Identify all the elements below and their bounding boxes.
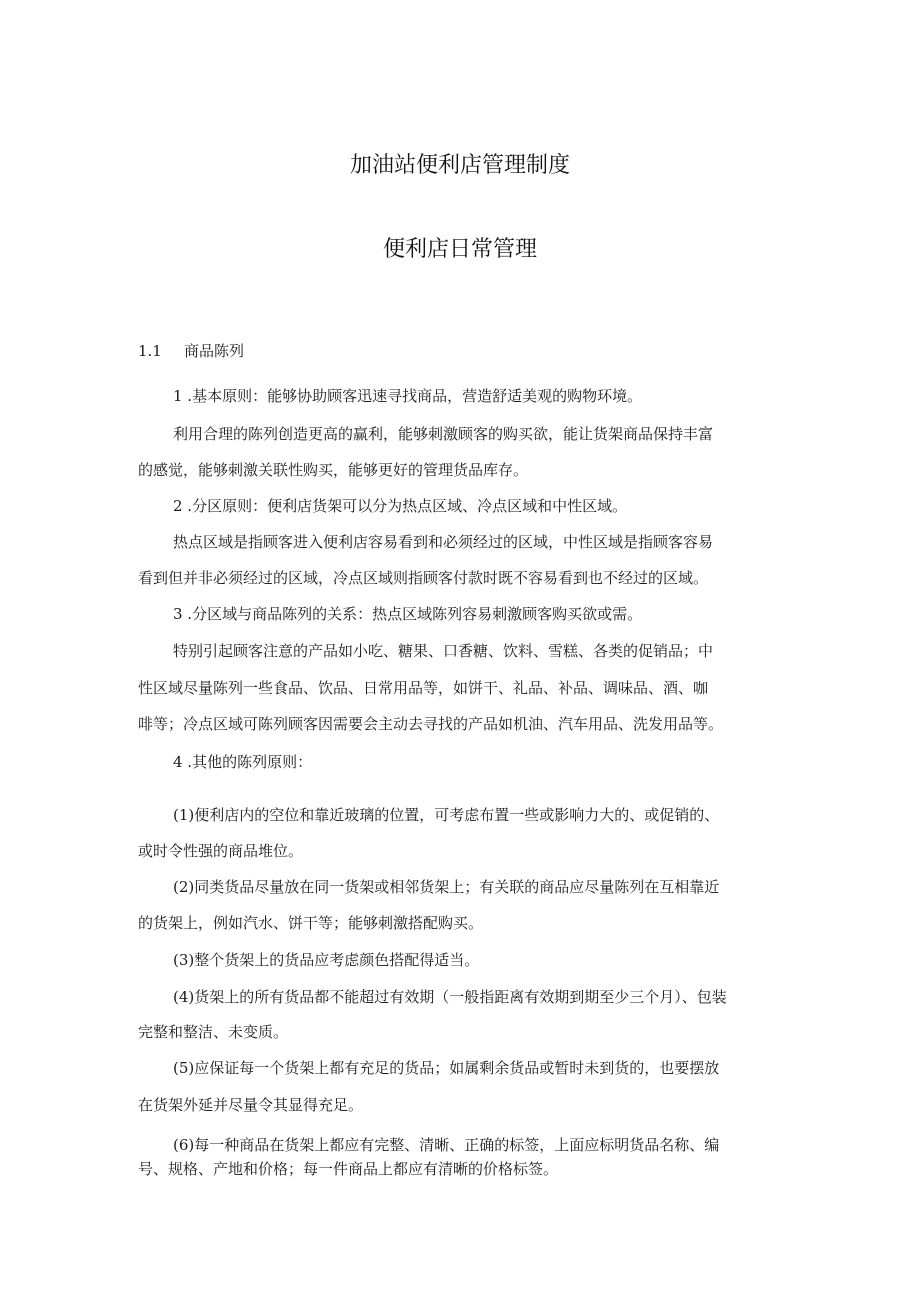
list-item-line: (1)便利店内的空位和靠近玻璃的位置，可考虑布置一些或影响力大的、或促销的、	[173, 806, 720, 824]
section-heading-text: 商品陈列	[184, 342, 245, 360]
list-item-line: 在货架外延并尽量令其显得充足。	[138, 1096, 364, 1114]
list-item-line: (3)整个货架上的货品应考虑颜色搭配得适当。	[173, 951, 480, 969]
principle-2-line: 2 .分区原则：便利店货架可以分为热点区域、冷点区域和中性区域。	[173, 497, 628, 515]
list-item-line: 号、规格、产地和价格；每一件商品上都应有清晰的价格标签。	[138, 1160, 559, 1178]
paragraph-line: 啡等；冷点区域可陈列顾客因需要会主动去寻找的产品如机油、汽车用品、洗发用品等。	[138, 715, 724, 733]
list-item-line: 或时令性强的商品堆位。	[138, 842, 304, 860]
list-item-line: 完整和整洁、未变质。	[138, 1023, 289, 1041]
list-item-line: 的货架上，例如汽水、饼干等；能够刺激搭配购买。	[138, 914, 484, 932]
principle-3-line: 3 .分区域与商品陈列的关系：热点区域陈列容易刺激顾客购买欲或需。	[173, 605, 643, 623]
principle-4-line: 4 .其他的陈列原则：	[173, 753, 313, 771]
list-item-line: (5)应保证每一个货架上都有充足的货品；如属剩余货品或暂时未到货的，也要摆放	[173, 1059, 720, 1077]
principle-1-line: 1 .基本原则：能够协助顾客迅速寻找商品，营造舒适美观的购物环境。	[173, 387, 643, 405]
list-item-line: (6)每一种商品在货架上都应有完整、清晰、正确的标签，上面应标明货品名称、编	[173, 1136, 720, 1154]
paragraph-line: 性区域尽量陈列一些食品、饮品、日常用品等，如饼干、礼品、补品、调味品、酒、咖	[138, 679, 709, 697]
paragraph-line: 看到但并非必须经过的区域，冷点区域则指顾客付款时既不容易看到也不经过的区域。	[138, 569, 709, 587]
paragraph-line: 利用合理的陈列创造更高的赢利，能够刺激顾客的购买欲，能让货架商品保持丰富	[173, 425, 714, 443]
paragraph-line: 的感觉，能够刺激关联性购买，能够更好的管理货品库存。	[138, 461, 529, 479]
document-subtitle: 便利店日常管理	[382, 237, 537, 262]
paragraph-line: 特别引起顾客注意的产品如小吃、糖果、口香糖、饮料、雪糕、各类的促销品；中	[173, 642, 714, 660]
section-number: 1.1	[138, 342, 162, 360]
paragraph-line: 热点区域是指顾客进入便利店容易看到和必须经过的区域，中性区域是指顾客容易	[173, 533, 714, 551]
document-title: 加油站便利店管理制度	[349, 153, 570, 178]
list-item-line: (2)同类货品尽量放在同一货架或相邻货架上；有关联的商品应尽量陈列在互相靠近	[173, 878, 720, 896]
list-item-line: (4)货架上的所有货品都不能超过有效期（一般指距离有效期到期至少三个月）、包装	[173, 988, 727, 1006]
section-heading	[138, 340, 244, 361]
